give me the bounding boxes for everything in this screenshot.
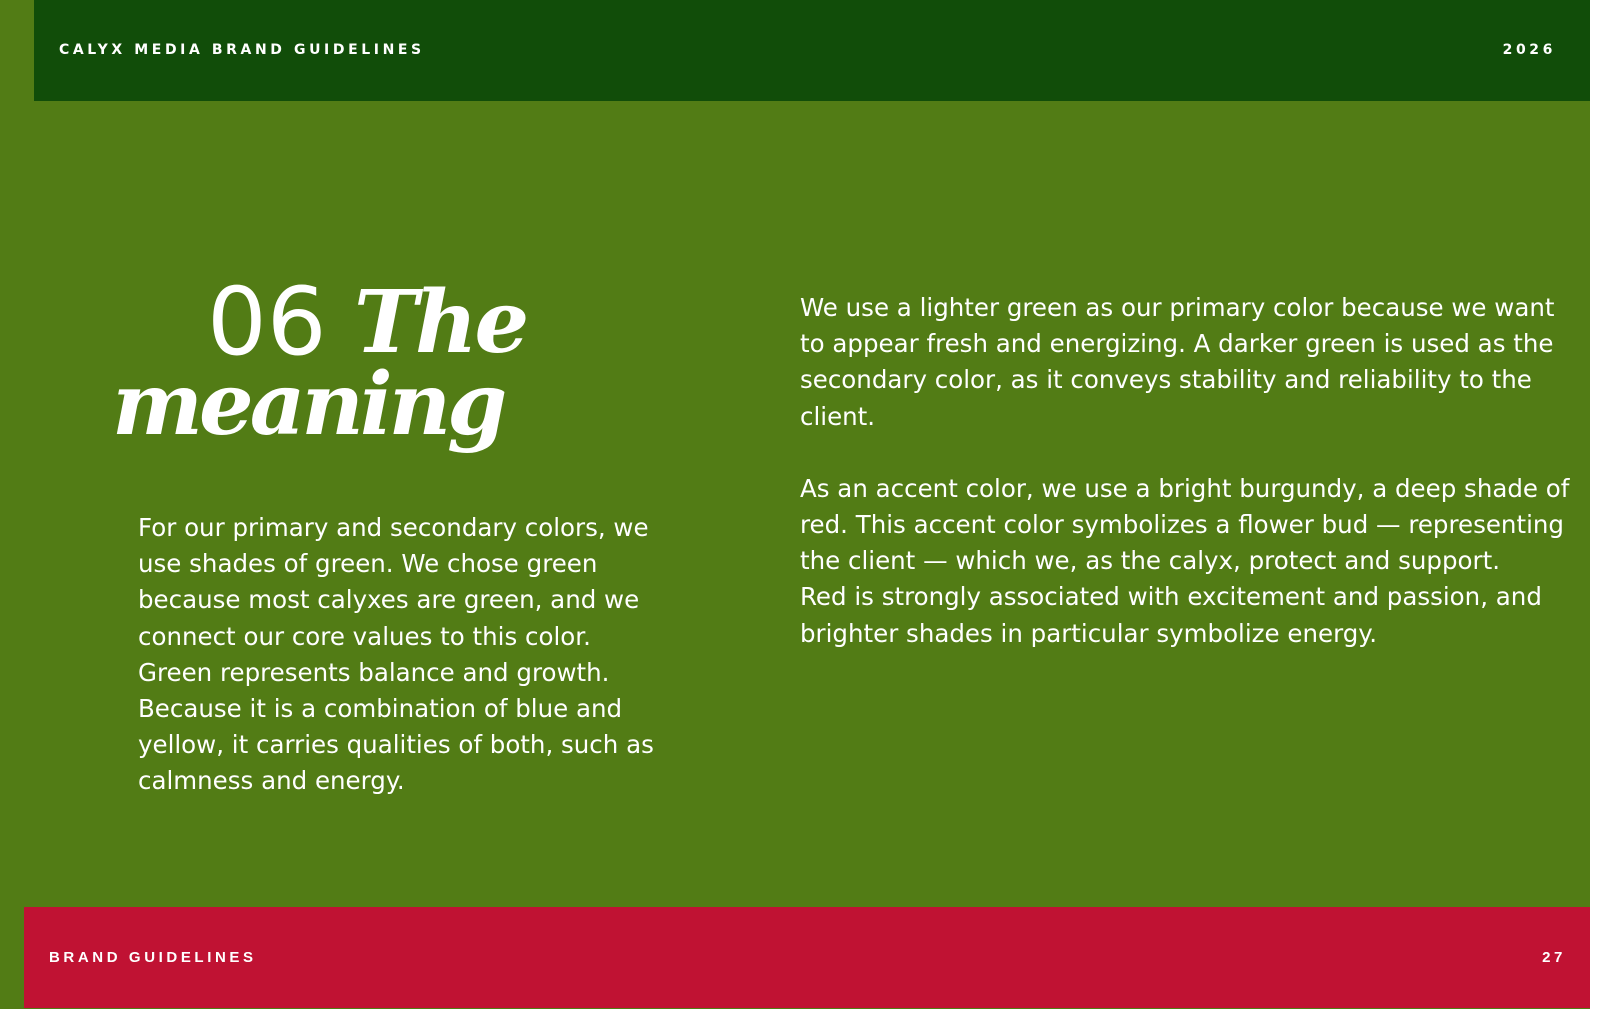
document-title: CALYX MEDIA BRAND GUIDELINES (59, 42, 425, 58)
right-paragraph-2: As an accent color, we use a bright burgundy, a deep shade of red. This accent color symbolizes a flower bud — representing the client — which we, as the calyx, protect and support. (800, 473, 1570, 576)
right-paragraph-3: Red is strongly associated with excitement and passion, and brighter shades in particular symbolize energy. (800, 582, 1542, 648)
footer-label: BRAND GUIDELINES (49, 949, 257, 966)
right-paragraph-1: We use a lighter green as our primary color because we want to appear fresh and energizing. A darker green is used as the secondary color, as it conveys stability and reliability to the client. (800, 293, 1555, 431)
footer-bar (24, 907, 1590, 1008)
section-title-line1: The (354, 272, 527, 373)
paragraph-spacer (800, 435, 1570, 471)
section-title-line2: meaning (112, 354, 504, 455)
header-bar (34, 0, 1590, 101)
left-paragraph-2: Green represents balance and growth. Because it is a combination of blue and yellow, it carries qualities of both, such as calmness and energy. (138, 657, 654, 796)
left-column-text (138, 510, 678, 800)
section-number: 06 (207, 268, 327, 377)
right-column-text (800, 290, 1570, 652)
document-year: 2026 (1502, 42, 1556, 58)
left-paragraph-1: For our primary and secondary colors, we use shades of green. We chose green because most calyxes are green, and we connect our core values to this color. (138, 513, 649, 651)
page-number: 27 (1542, 949, 1566, 966)
